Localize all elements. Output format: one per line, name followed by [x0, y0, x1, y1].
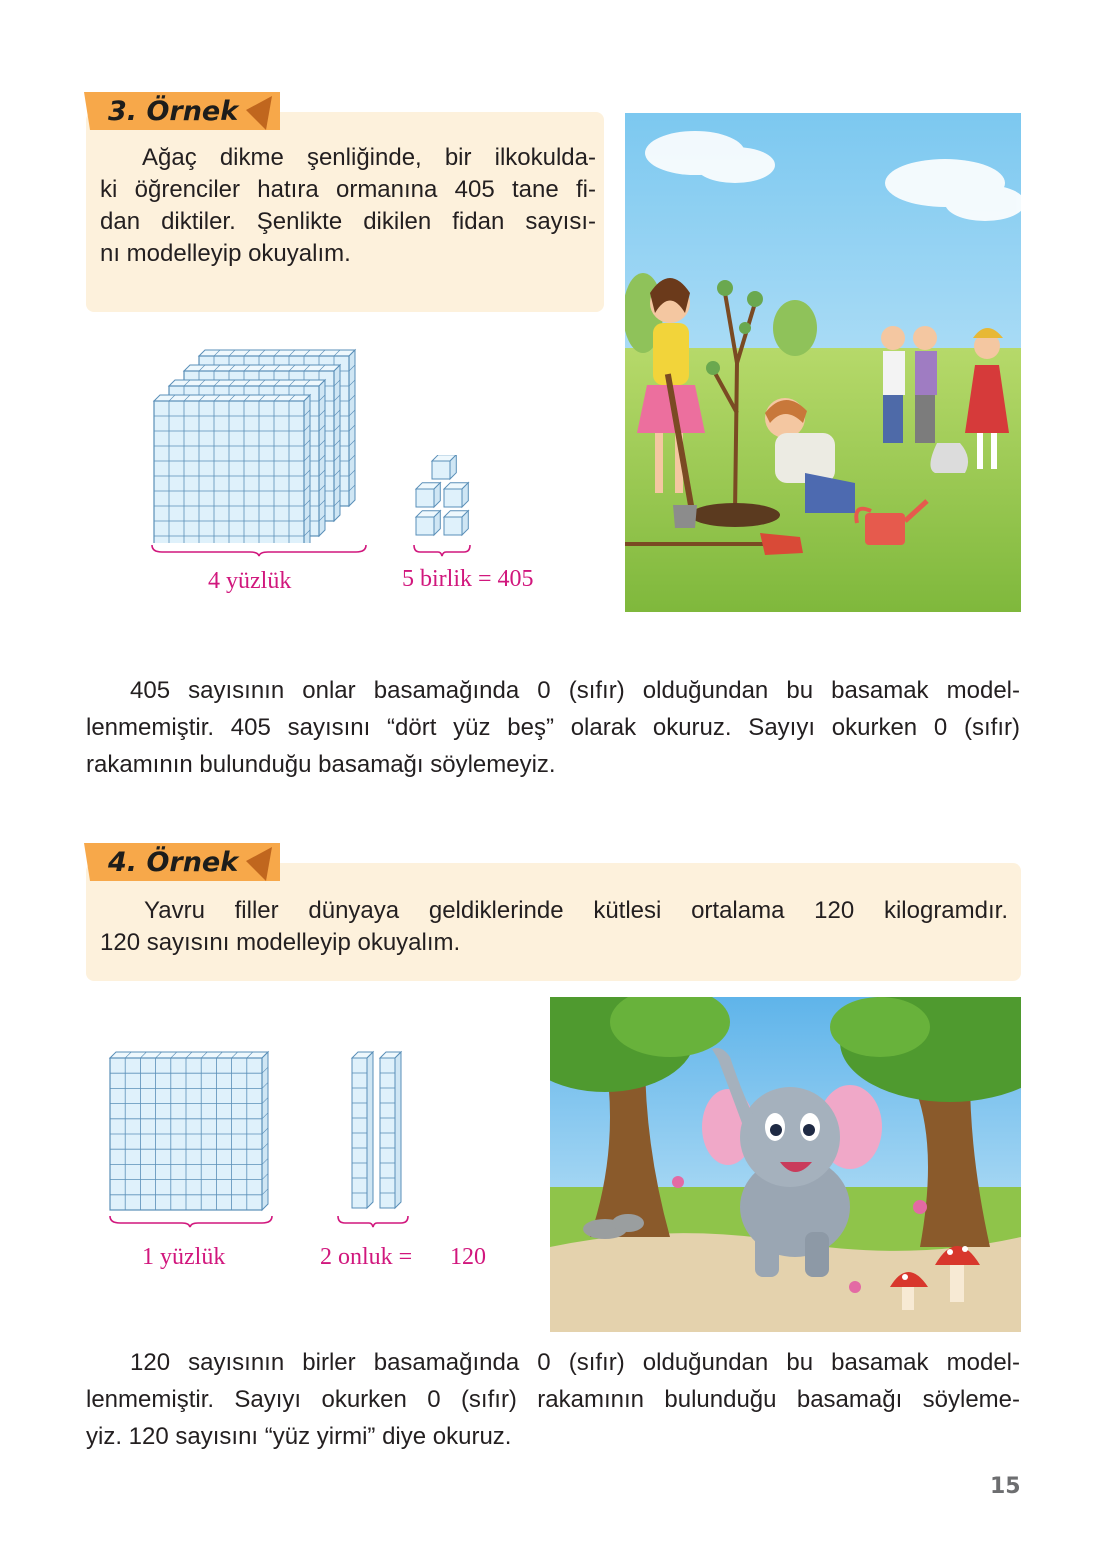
explanation-line: yiz. 120 sayısını “yüz yirmi” diye okuruz. — [86, 1423, 512, 1450]
example3-problem-text — [100, 142, 596, 270]
hundreds-flats-model — [148, 325, 370, 543]
explanation-line: 120 sayısının birler basamağında 0 (sıfır) olduğundan bu basamak model- — [130, 1349, 1020, 1376]
explanation-line: lenmemiştir. Sayıyı okurken 0 (sıfır) rakamının bulunduğu basamağı söyleme- — [86, 1386, 1020, 1413]
label-4-hundreds: 4 yüzlük — [208, 568, 292, 594]
example4-tag-label: 4. Örnek — [108, 847, 239, 878]
example3-tag — [80, 90, 280, 134]
brace-ones — [412, 543, 472, 557]
sack — [930, 443, 968, 473]
brace-hundred — [108, 1214, 274, 1228]
problem-line: dan diktiler. Şenlikte dikilen fidan sayısı- — [100, 208, 596, 235]
ten-rods-model — [350, 1048, 410, 1212]
unit-cube — [416, 483, 440, 507]
dirt-hole — [690, 503, 780, 527]
ten-rod — [380, 1052, 401, 1208]
page-number: 15 — [990, 1474, 1021, 1499]
problem-line: 120 sayısını modelleyip okuyalım. — [100, 929, 461, 956]
problem-line: nı modelleyip okuyalım. — [100, 240, 351, 267]
example3-explanation — [86, 672, 1020, 783]
label-2-tens: 2 onluk = — [320, 1244, 413, 1270]
hundred-flat-model — [108, 1048, 274, 1212]
elephant-illustration — [550, 997, 1021, 1332]
problem-line: ki öğrenciler hatıra ormanına 405 tane fi- — [100, 176, 596, 203]
unit-cube — [444, 483, 468, 507]
unit-cubes-model — [410, 455, 476, 543]
explanation-line: lenmemiştir. 405 sayısını “dört yüz beş” olarak okuruz. Sayıyı okurken 0 (sıfır) — [86, 714, 1020, 741]
example4-problem-text — [100, 895, 1008, 959]
explanation-line: 405 sayısının onlar basamağında 0 (sıfır) olduğundan bu basamak model- — [130, 677, 1020, 704]
ten-rod — [352, 1052, 373, 1208]
example4-explanation — [86, 1344, 1020, 1455]
label-1-hundred: 1 yüzlük — [142, 1244, 226, 1270]
label-5-ones: 5 birlik = 405 — [402, 566, 534, 592]
unit-cube — [416, 511, 440, 535]
example4-tag — [80, 841, 280, 885]
problem-line: Ağaç dikme şenliğinde, bir ilkokulda- — [142, 144, 596, 171]
hundred-flat — [110, 1052, 268, 1210]
brace-tens — [336, 1214, 410, 1228]
problem-line: Yavru filler dünyaya geldiklerinde kütlesi ortalama 120 kilogramdır. — [144, 897, 1008, 924]
unit-cube — [444, 511, 468, 535]
unit-cube — [432, 455, 456, 479]
tree-planting-illustration — [625, 113, 1021, 612]
hundred-flat — [154, 395, 310, 543]
explanation-line: rakamının bulunduğu basamağı söylemeyiz. — [86, 751, 556, 778]
label-120: 120 — [450, 1244, 486, 1270]
example3-tag-label: 3. Örnek — [108, 96, 239, 127]
brace-hundreds — [150, 543, 368, 557]
